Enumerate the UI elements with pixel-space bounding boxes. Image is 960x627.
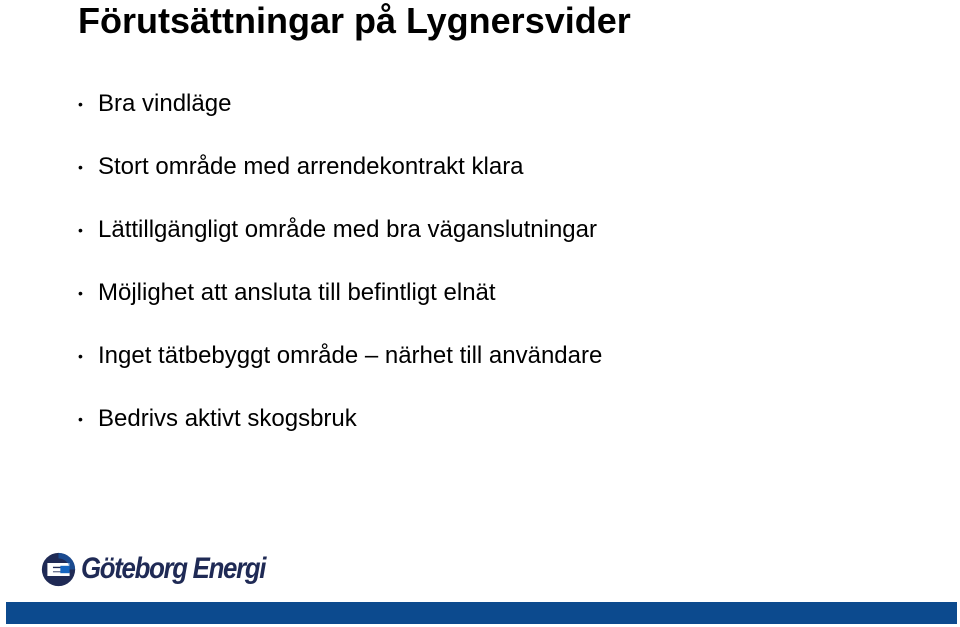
bullet-dot-icon: • [78,159,83,175]
bullet-dot-icon: • [78,348,83,364]
bullet-item [78,275,602,338]
footer-bar [6,602,957,624]
bullet-text: Stort område med arrendekontrakt klara [98,153,524,180]
bullet-text: Lättillgängligt område med bra väganslutningar [98,216,597,243]
bullet-dot-icon: • [78,222,83,238]
company-logo [40,549,295,589]
bullet-item [78,86,602,149]
bullet-list [78,86,602,464]
bullet-item [78,212,602,275]
bullet-dot-icon: • [78,411,83,427]
bullet-text: Möjlighet att ansluta till befintligt elnät [98,279,496,306]
goteborg-energi-logo-icon [40,551,77,588]
bullet-text: Bra vindläge [98,90,232,117]
logo-text: Göteborg Energi [81,552,266,585]
bullet-item [78,149,602,212]
bullet-text: Bedrivs aktivt skogsbruk [98,405,357,432]
bullet-text: Inget tätbebyggt område – närhet till användare [98,342,603,369]
slide-title: Förutsättningar på Lygnersvider [78,0,631,41]
bullet-dot-icon: • [78,285,83,301]
bullet-dot-icon: • [78,96,83,112]
bullet-item [78,338,602,401]
bullet-item [78,401,602,464]
